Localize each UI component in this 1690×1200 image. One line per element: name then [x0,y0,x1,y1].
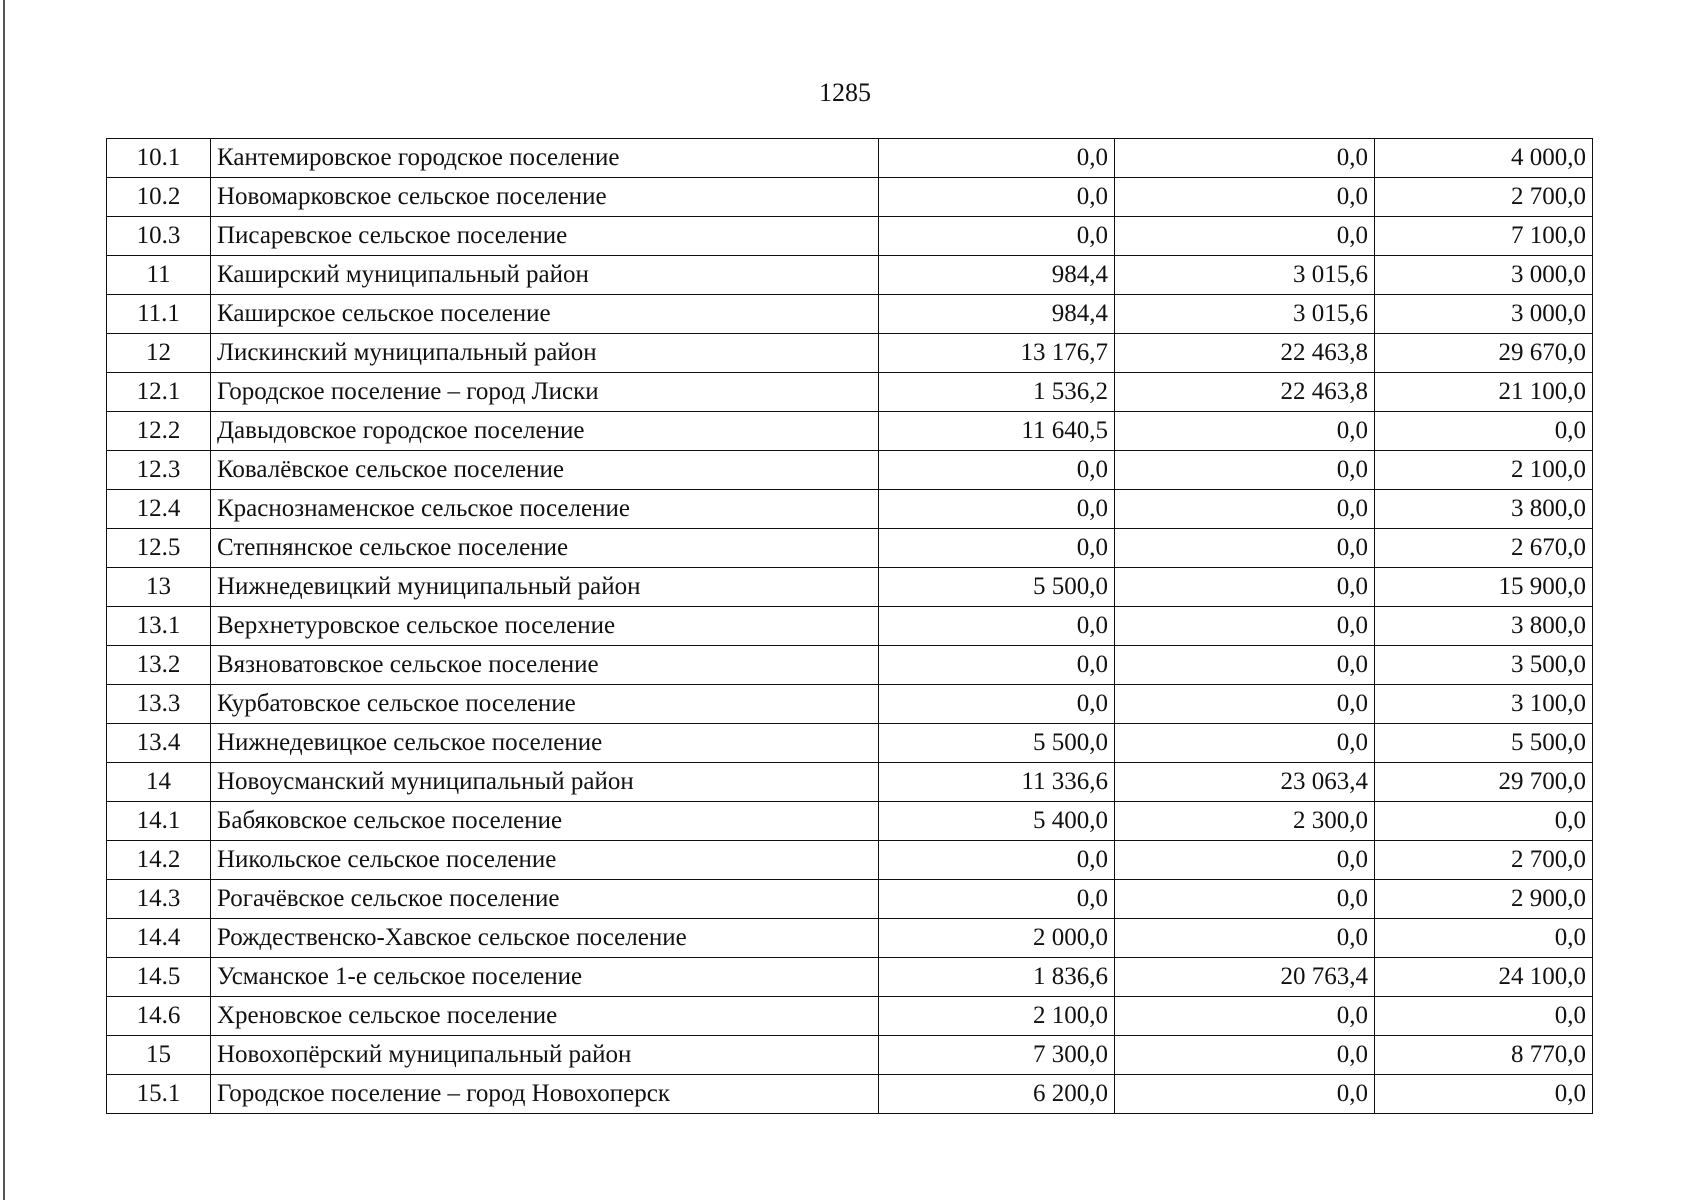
value-cell-1: 0,0 [879,529,1115,568]
row-number-cell: 13.3 [107,685,211,724]
table-row [107,802,1593,841]
value-cell-2: 23 063,4 [1115,763,1375,802]
value-cell-3: 0,0 [1375,412,1593,451]
value-cell-3: 24 100,0 [1375,958,1593,997]
municipality-name-cell: Краснознаменское сельское поселение [211,490,879,529]
table-row [107,958,1593,997]
table-row [107,256,1593,295]
value-cell-3: 2 100,0 [1375,451,1593,490]
value-cell-1: 6 200,0 [879,1075,1115,1114]
municipality-name-cell: Нижнедевицкий муниципальный район [211,568,879,607]
municipality-name-cell: Усманское 1-е сельское поселение [211,958,879,997]
value-cell-2: 0,0 [1115,217,1375,256]
row-number-cell: 12 [107,334,211,373]
value-cell-1: 0,0 [879,841,1115,880]
value-cell-2: 0,0 [1115,568,1375,607]
municipality-name-cell: Никольское сельское поселение [211,841,879,880]
value-cell-1: 11 336,6 [879,763,1115,802]
row-number-cell: 11 [107,256,211,295]
table-row [107,451,1593,490]
value-cell-1: 11 640,5 [879,412,1115,451]
table-row [107,412,1593,451]
value-cell-2: 0,0 [1115,997,1375,1036]
municipality-name-cell: Писаревское сельское поселение [211,217,879,256]
value-cell-2: 0,0 [1115,1036,1375,1075]
municipality-name-cell: Лискинский муниципальный район [211,334,879,373]
value-cell-1: 0,0 [879,178,1115,217]
row-number-cell: 10.2 [107,178,211,217]
row-number-cell: 13.2 [107,646,211,685]
municipality-name-cell: Новомарковское сельское поселение [211,178,879,217]
value-cell-1: 0,0 [879,490,1115,529]
row-number-cell: 14.1 [107,802,211,841]
value-cell-1: 5 400,0 [879,802,1115,841]
row-number-cell: 11.1 [107,295,211,334]
municipality-name-cell: Городское поселение – город Лиски [211,373,879,412]
value-cell-1: 0,0 [879,685,1115,724]
row-number-cell: 15 [107,1036,211,1075]
value-cell-1: 0,0 [879,451,1115,490]
value-cell-3: 3 000,0 [1375,295,1593,334]
value-cell-3: 2 900,0 [1375,880,1593,919]
value-cell-3: 0,0 [1375,1075,1593,1114]
value-cell-1: 2 000,0 [879,919,1115,958]
municipality-name-cell: Курбатовское сельское поселение [211,685,879,724]
value-cell-1: 13 176,7 [879,334,1115,373]
table-row [107,841,1593,880]
table-row [107,178,1593,217]
value-cell-3: 2 700,0 [1375,178,1593,217]
municipality-name-cell: Рождественско-Хавское сельское поселение [211,919,879,958]
municipality-name-cell: Городское поселение – город Новохоперск [211,1075,879,1114]
table-row [107,646,1593,685]
row-number-cell: 13 [107,568,211,607]
value-cell-2: 0,0 [1115,529,1375,568]
municipality-name-cell: Хреновское сельское поселение [211,997,879,1036]
table-body [107,139,1593,1114]
value-cell-2: 3 015,6 [1115,295,1375,334]
row-number-cell: 13.1 [107,607,211,646]
value-cell-3: 29 670,0 [1375,334,1593,373]
table-row [107,1075,1593,1114]
value-cell-2: 0,0 [1115,178,1375,217]
municipality-name-cell: Вязноватовское сельское поселение [211,646,879,685]
table-row [107,139,1593,178]
value-cell-2: 20 763,4 [1115,958,1375,997]
municipality-name-cell: Рогачёвское сельское поселение [211,880,879,919]
row-number-cell: 14.4 [107,919,211,958]
table-row [107,919,1593,958]
value-cell-2: 0,0 [1115,139,1375,178]
municipality-name-cell: Бабяковское сельское поселение [211,802,879,841]
municipality-name-cell: Нижнедевицкое сельское поселение [211,724,879,763]
municipality-name-cell: Кантемировское городское поселение [211,139,879,178]
value-cell-2: 3 015,6 [1115,256,1375,295]
value-cell-3: 0,0 [1375,919,1593,958]
row-number-cell: 14.5 [107,958,211,997]
table-row [107,1036,1593,1075]
value-cell-1: 0,0 [879,607,1115,646]
value-cell-1: 1 836,6 [879,958,1115,997]
row-number-cell: 12.3 [107,451,211,490]
page-left-edge-line [3,0,5,1200]
value-cell-3: 29 700,0 [1375,763,1593,802]
value-cell-3: 2 700,0 [1375,841,1593,880]
value-cell-2: 0,0 [1115,919,1375,958]
value-cell-1: 5 500,0 [879,568,1115,607]
value-cell-2: 0,0 [1115,880,1375,919]
table-row [107,217,1593,256]
value-cell-3: 3 500,0 [1375,646,1593,685]
value-cell-3: 3 100,0 [1375,685,1593,724]
value-cell-3: 4 000,0 [1375,139,1593,178]
row-number-cell: 14.3 [107,880,211,919]
value-cell-1: 0,0 [879,880,1115,919]
municipality-name-cell: Ковалёвское сельское поселение [211,451,879,490]
table-row [107,568,1593,607]
table-row [107,295,1593,334]
value-cell-2: 0,0 [1115,841,1375,880]
value-cell-3: 21 100,0 [1375,373,1593,412]
row-number-cell: 15.1 [107,1075,211,1114]
row-number-cell: 12.4 [107,490,211,529]
row-number-cell: 10.3 [107,217,211,256]
value-cell-1: 984,4 [879,295,1115,334]
row-number-cell: 12.2 [107,412,211,451]
table-row [107,685,1593,724]
value-cell-2: 22 463,8 [1115,334,1375,373]
value-cell-2: 2 300,0 [1115,802,1375,841]
table-row [107,529,1593,568]
value-cell-1: 2 100,0 [879,997,1115,1036]
value-cell-3: 0,0 [1375,997,1593,1036]
value-cell-1: 0,0 [879,646,1115,685]
value-cell-2: 0,0 [1115,607,1375,646]
value-cell-1: 0,0 [879,217,1115,256]
value-cell-1: 984,4 [879,256,1115,295]
value-cell-2: 0,0 [1115,451,1375,490]
municipality-name-cell: Новоусманский муниципальный район [211,763,879,802]
value-cell-2: 0,0 [1115,724,1375,763]
table-row [107,724,1593,763]
row-number-cell: 12.1 [107,373,211,412]
value-cell-1: 1 536,2 [879,373,1115,412]
value-cell-2: 0,0 [1115,490,1375,529]
table-row [107,373,1593,412]
row-number-cell: 13.4 [107,724,211,763]
value-cell-3: 2 670,0 [1375,529,1593,568]
row-number-cell: 14.6 [107,997,211,1036]
page-number: 1285 [819,78,871,107]
row-number-cell: 12.5 [107,529,211,568]
value-cell-3: 7 100,0 [1375,217,1593,256]
table-row [107,490,1593,529]
value-cell-2: 0,0 [1115,646,1375,685]
table-row [107,880,1593,919]
municipality-name-cell: Давыдовское городское поселение [211,412,879,451]
municipality-name-cell: Верхнетуровское сельское поселение [211,607,879,646]
value-cell-3: 5 500,0 [1375,724,1593,763]
table-row [107,607,1593,646]
municipality-name-cell: Новохопёрский муниципальный район [211,1036,879,1075]
municipality-name-cell: Каширское сельское поселение [211,295,879,334]
table-row [107,334,1593,373]
value-cell-3: 8 770,0 [1375,1036,1593,1075]
value-cell-1: 5 500,0 [879,724,1115,763]
value-cell-2: 0,0 [1115,685,1375,724]
value-cell-1: 7 300,0 [879,1036,1115,1075]
municipality-name-cell: Каширский муниципальный район [211,256,879,295]
value-cell-2: 0,0 [1115,1075,1375,1114]
value-cell-3: 0,0 [1375,802,1593,841]
value-cell-2: 22 463,8 [1115,373,1375,412]
table-row [107,997,1593,1036]
row-number-cell: 10.1 [107,139,211,178]
municipality-name-cell: Степнянское сельское поселение [211,529,879,568]
row-number-cell: 14 [107,763,211,802]
value-cell-3: 3 800,0 [1375,490,1593,529]
value-cell-3: 3 000,0 [1375,256,1593,295]
value-cell-2: 0,0 [1115,412,1375,451]
value-cell-3: 3 800,0 [1375,607,1593,646]
table-row [107,763,1593,802]
budget-table [106,138,1593,1114]
value-cell-3: 15 900,0 [1375,568,1593,607]
value-cell-1: 0,0 [879,139,1115,178]
row-number-cell: 14.2 [107,841,211,880]
